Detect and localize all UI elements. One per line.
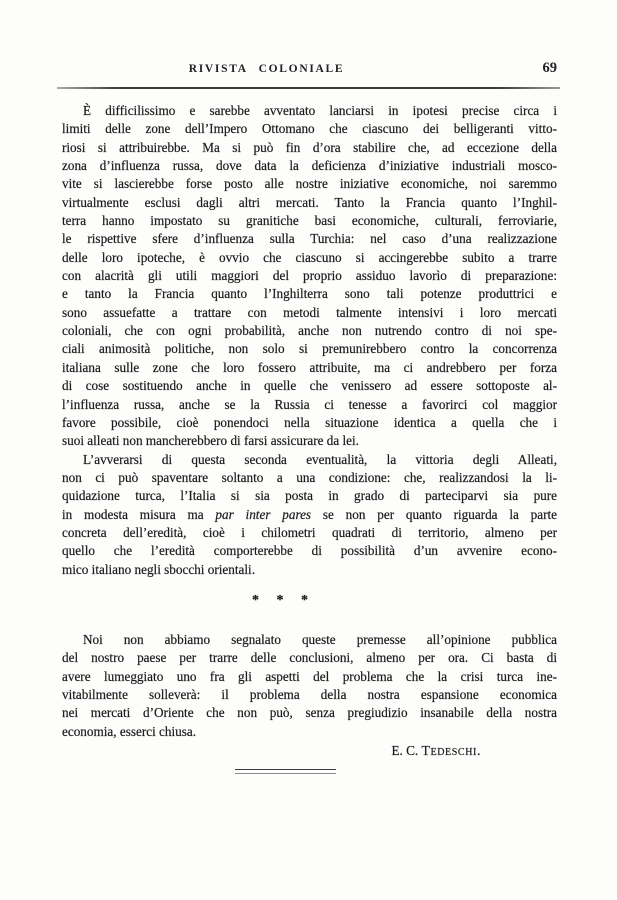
author-surname: Tedeschi. xyxy=(421,743,481,758)
text-line: Noi non abbiamo segnalato queste premesse all’opinione pubblica xyxy=(83,631,557,647)
text-line: italiana sulle zone che loro fossero attribuite, ma ci andrebbero per forza xyxy=(62,359,557,375)
text-line: terra hanno impostato su granitiche basi economiche, culturali, ferroviarie, xyxy=(62,213,557,229)
paragraph xyxy=(62,451,557,579)
italic-phrase: par inter pares xyxy=(215,506,312,522)
text-line: in modesta misura ma par inter pares se non per quanto riguarda la parte xyxy=(62,506,557,522)
text-line: quello che l’eredità comporterebbe di possibilità d’un avvenire econo- xyxy=(62,543,557,559)
text-line: favore possibile, cioè ponendoci nella situazione identica a quella che i xyxy=(62,414,557,430)
text-line: nei mercati d’Oriente che non può, senza pregiudizio insanabile della nostra xyxy=(62,705,557,721)
author-signature xyxy=(62,742,557,760)
text-line: limiti delle zone dell’Impero Ottomano che ciascuno dei belligeranti vitto- xyxy=(62,121,557,137)
text-line: e tanto la Francia quanto l’Inghilterra sono tali potenze produttrici e xyxy=(62,286,557,302)
page-number: 69 xyxy=(542,60,557,76)
text-line: virtualmente esclusi dagli altri mercati. Tanto la Francia quanto l’Inghil- xyxy=(62,194,557,210)
text-line: le rispettive sfere d’influenza sulla Turchia: nel caso d’una realizzazione xyxy=(62,231,557,247)
text-line: quidazione turca, l’Italia si sia posta in grado di parteciparvi sia pure xyxy=(62,488,557,504)
text-line: concreta dell’eredità, cioè i chilometri quadrati di territorio, almeno per xyxy=(62,524,557,540)
paragraph xyxy=(62,631,557,741)
text-line: coloniali, che con ogni probabilità, anche non nutrendo contro di noi spe- xyxy=(62,323,557,339)
text-line: riosi si attribuirebbe. Ma si può fin d’ora stabilire che, ad eccezione della xyxy=(62,139,557,155)
text-line: sono assuefatte a trattare con metodi talmente intensivi i loro mercati xyxy=(62,304,557,320)
paragraph xyxy=(62,102,557,451)
text-line: economia, esserci chiusa. xyxy=(62,723,197,739)
text-line: avere lumeggiato uno fra gli aspetti del problema che la crisi turca ine- xyxy=(62,668,557,684)
text-line: del nostro paese per trarre delle conclusioni, almeno per ora. Ci basta di xyxy=(62,650,557,666)
text-line: È difficilissimo e sarebbe avventato lanciarsi in ipotesi precise circa i xyxy=(83,103,557,118)
text-line: delle loro ipoteche, è ovvio che ciascuno si accingerebbe subito a trarre xyxy=(62,249,557,265)
text-line: L’avverarsi di questa seconda eventualità, la vittoria degli Alleati, xyxy=(83,451,557,467)
text-line: l’influenza russa, anche se la Russia ci tenesse a favorirci col maggior xyxy=(62,396,557,412)
header-rule xyxy=(57,87,560,89)
text-line: vite si lascierebbe forse posto alle nostre iniziative economiche, noi saremmo xyxy=(62,176,557,192)
article-body xyxy=(62,102,557,760)
text-line: di cose sostituendo anche in quelle che venissero ad essere sottoposte al- xyxy=(62,378,557,394)
asterisk-separator: * * * xyxy=(252,592,315,608)
text-line: suoi alleati non mancherebbero di farsi assicurare da lei. xyxy=(62,433,359,449)
text-line: zona d’influenza russa, dove data la deficienza d’iniziative industriali mosco- xyxy=(62,158,557,174)
end-of-article-divider xyxy=(235,769,336,774)
journal-title: RIVISTA COLONIALE xyxy=(188,63,345,75)
author-initials: E. C. xyxy=(391,743,422,758)
text-line: con alacrità gli utili maggiori del proprio assiduo lavorìo di preparazione: xyxy=(62,268,557,284)
text-line: vitabilmente solleverà: il problema della nostra espansione economica xyxy=(62,686,557,702)
text-line: ciali animosità politiche, non solo si premunirebbero contro la concorrenza xyxy=(62,341,557,357)
text-line: non ci può spaventare soltanto a una condizione: che, realizzandosi la li- xyxy=(62,469,557,485)
text-line: mico italiano negli sbocchi orientali. xyxy=(62,561,255,577)
